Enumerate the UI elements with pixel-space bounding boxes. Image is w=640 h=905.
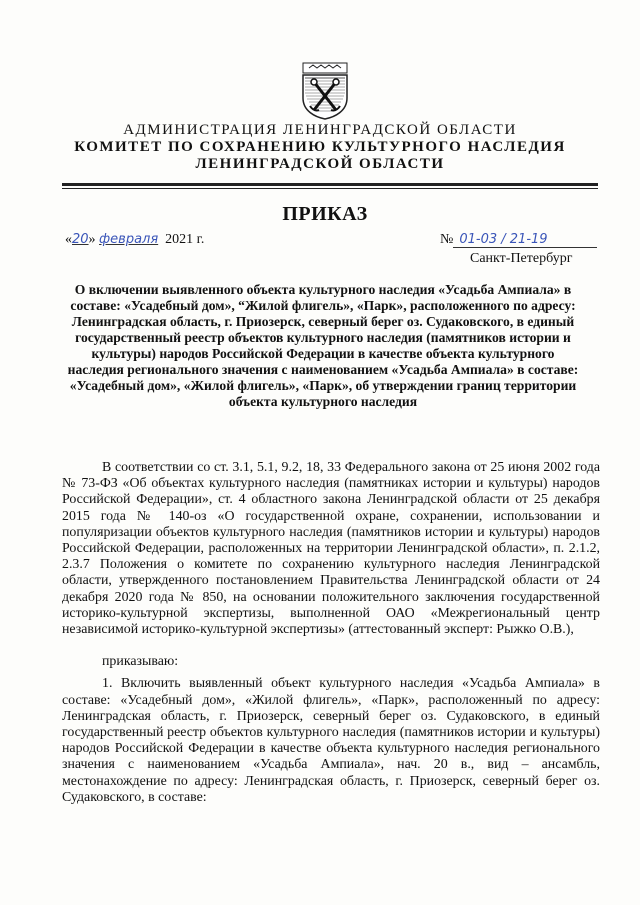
order-heading: О включении выявленного объекта культурного наследия «Усадьба Ампиала» в составе: «Усадебный дом», “Жилой флигель», «Парк», расположенного по адресу: Ленинградская область, г. Приозерск, северный берег оз. Судаковского, в единый государственный реестр объектов культурного наследия (памятников истории и культуры) народов Российской Федерации в качестве объекта культурного наследия регионального значения с наименованием «Усадьба Ампиала» в составе: «Усадебный дом», «Жилой флигель», «Парк», об утверждении границ территории объекта культурного наследия (67, 282, 579, 409)
order-body (62, 460, 600, 806)
number-value: 01-03 / 21-19 (453, 232, 597, 248)
date-year: 2021 г. (165, 232, 205, 247)
preamble-paragraph: В соответствии со ст. 3.1, 5.1, 9.2, 18, 33 Федерального закона от 25 июня 2002 года № 73-ФЗ «Об объектах культурного наследия (памятниках истории и культуры) народов Российской Федерации», ст. 4 областного закона Ленинградской области от 25 декабря 2015 года № 140-оз «О государственной охране, сохранении, использовании и популяризации объектов культурного наследия (памятников истории и культуры) народов Российской Федерации, расположенных на территории Ленинградской области», п. 2.1.2, 2.3.7 Положения о комитете по сохранению культурного наследия Ленинградской области, утвержденного постановлением Правительства Ленинградской области от 24 декабря 2020 года № 850, на основании положительного заключения государственной историко-культурной экспертизы, выполненной ОАО «Межрегиональный центр независимой историко-культурной экспертизы» (аттестованный эксперт: Рыжко О.В.), (62, 460, 600, 638)
number-sign: № (440, 232, 454, 247)
order-title: ПРИКАЗ (282, 203, 368, 225)
date-open-quote: « (65, 232, 72, 247)
header-divider-thin (62, 188, 598, 189)
header-divider-thick (62, 183, 598, 186)
date-close-quote: » (88, 232, 96, 247)
order-item-1: 1. Включить выявленный объект культурного наследия «Усадьба Ампиала» в составе: «Усадебный дом», «Жилой флигель», «Парк», расположенный по адресу: Ленинградская область, г. Приозерск, северный берег оз. Судаковского, в единый государственный реестр объектов культурного наследия (памятников истории и культуры) народов Российской Федерации в качестве объекта культурного наследия регионального значения с наименованием «Усадьба Ампиала», нач. 20 в., вид – ансамбль, местонахождение по адресу: Ленинградская область, г. Приозерск, северный берег оз. Судаковского, в составе: (62, 676, 600, 805)
order-word: приказываю: (102, 654, 179, 670)
coat-of-arms-icon (301, 62, 349, 120)
date-month: февраля (99, 232, 159, 247)
order-number (440, 232, 597, 248)
agency-name-line-3: ЛЕНИНГРАДСКОЙ ОБЛАСТИ (195, 156, 445, 172)
order-date (65, 232, 204, 248)
date-day: 20 (72, 232, 89, 247)
agency-name-line-2: КОМИТЕТ ПО СОХРАНЕНИЮ КУЛЬТУРНОГО НАСЛЕДИЯ (74, 139, 566, 155)
agency-name-line-1: АДМИНИСТРАЦИЯ ЛЕНИНГРАДСКОЙ ОБЛАСТИ (123, 122, 517, 138)
city: Санкт-Петербург (470, 251, 573, 266)
